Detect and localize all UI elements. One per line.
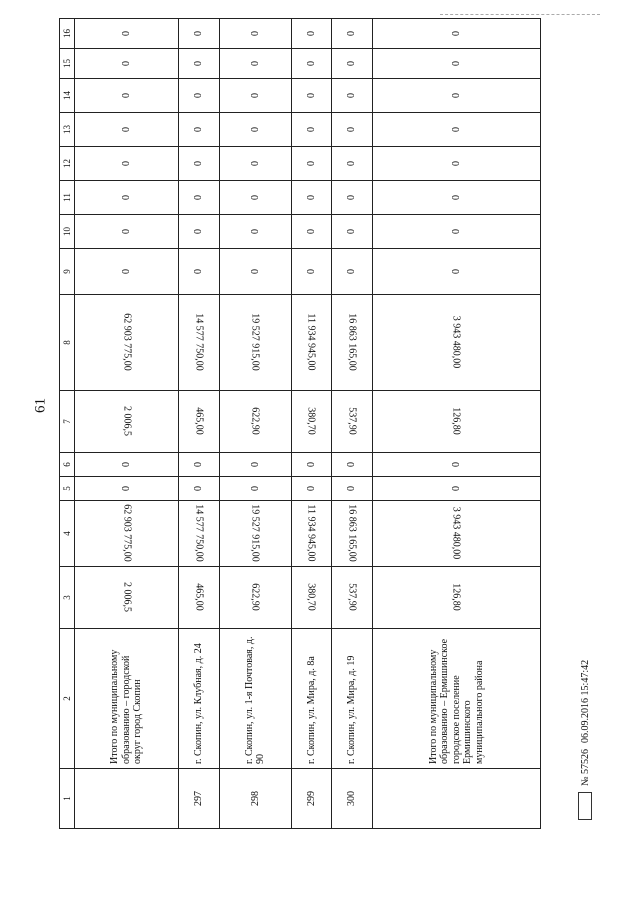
table-row <box>372 19 540 829</box>
value-cell: 622,90 <box>219 391 291 453</box>
value-cell: 126,80 <box>372 391 540 453</box>
zero-cell: 0 <box>179 79 219 113</box>
value-cell: 2 006,5 <box>75 567 179 629</box>
zero-cell: 0 <box>219 49 291 79</box>
row-number-cell: 300 <box>332 769 372 829</box>
table-row <box>75 19 179 829</box>
column-header: 11 <box>60 181 75 215</box>
row-number-cell: 298 <box>219 769 291 829</box>
address-cell: г. Скопин, ул. Мира, д. 19 <box>332 629 372 769</box>
table-row <box>219 19 291 829</box>
value-cell: 0 <box>291 477 331 501</box>
footer-stamp <box>578 660 592 820</box>
column-header: 13 <box>60 113 75 147</box>
zero-cell: 0 <box>75 19 179 49</box>
column-header: 4 <box>60 501 75 567</box>
zero-cell: 0 <box>75 113 179 147</box>
zero-cell: 0 <box>291 147 331 181</box>
zero-cell: 0 <box>291 19 331 49</box>
zero-cell: 0 <box>291 79 331 113</box>
row-number-cell: 297 <box>179 769 219 829</box>
value-cell: 2 006,5 <box>75 391 179 453</box>
column-header: 1 <box>60 769 75 829</box>
value-cell: 0 <box>179 477 219 501</box>
zero-cell: 0 <box>291 249 331 295</box>
zero-cell: 0 <box>332 147 372 181</box>
value-cell: 14 577 750,00 <box>179 501 219 567</box>
document-number: № 57526 <box>579 748 591 786</box>
zero-cell: 0 <box>75 79 179 113</box>
zero-cell: 0 <box>291 113 331 147</box>
value-cell: 126,80 <box>372 567 540 629</box>
value-cell: 0 <box>179 453 219 477</box>
page-number: 61 <box>32 398 49 413</box>
value-cell: 622,90 <box>219 567 291 629</box>
value-cell: 537,90 <box>332 391 372 453</box>
column-header: 8 <box>60 295 75 391</box>
value-cell: 0 <box>219 477 291 501</box>
rotated-table-container <box>59 19 541 829</box>
value-cell: 11 934 945,00 <box>291 295 331 391</box>
column-header: 15 <box>60 49 75 79</box>
value-cell: 0 <box>372 477 540 501</box>
value-cell: 380,70 <box>291 391 331 453</box>
value-cell: 465,00 <box>179 391 219 453</box>
zero-cell: 0 <box>372 215 540 249</box>
zero-cell: 0 <box>332 181 372 215</box>
value-cell: 537,90 <box>332 567 372 629</box>
zero-cell: 0 <box>372 49 540 79</box>
value-cell: 16 863 165,00 <box>332 501 372 567</box>
header-row <box>60 19 75 829</box>
zero-cell: 0 <box>372 19 540 49</box>
zero-cell: 0 <box>219 249 291 295</box>
top-rule <box>440 14 600 15</box>
value-cell: 0 <box>75 453 179 477</box>
table-row <box>291 19 331 829</box>
value-cell: 11 934 945,00 <box>291 501 331 567</box>
address-cell: г. Скопин, ул. Клубная, д. 24 <box>179 629 219 769</box>
column-header: 10 <box>60 215 75 249</box>
zero-cell: 0 <box>75 49 179 79</box>
row-number-cell <box>75 769 179 829</box>
zero-cell: 0 <box>291 181 331 215</box>
zero-cell: 0 <box>219 215 291 249</box>
data-table <box>59 18 541 829</box>
column-header: 7 <box>60 391 75 453</box>
value-cell: 19 527 915,00 <box>219 501 291 567</box>
zero-cell: 0 <box>372 113 540 147</box>
zero-cell: 0 <box>179 147 219 181</box>
value-cell: 0 <box>75 477 179 501</box>
notary-stamp-logo <box>578 792 592 820</box>
value-cell: 0 <box>291 453 331 477</box>
value-cell: 0 <box>372 453 540 477</box>
zero-cell: 0 <box>179 181 219 215</box>
zero-cell: 0 <box>291 49 331 79</box>
document-timestamp: 06.09.2016 15:47:42 <box>579 659 591 743</box>
value-cell: 3 943 480,00 <box>372 295 540 391</box>
value-cell: 380,70 <box>291 567 331 629</box>
zero-cell: 0 <box>219 113 291 147</box>
column-header: 12 <box>60 147 75 181</box>
zero-cell: 0 <box>219 19 291 49</box>
zero-cell: 0 <box>372 79 540 113</box>
value-cell: 0 <box>332 477 372 501</box>
value-cell: 3 943 480,00 <box>372 501 540 567</box>
table-row <box>332 19 372 829</box>
value-cell: 62 903 775,00 <box>75 501 179 567</box>
zero-cell: 0 <box>75 147 179 181</box>
address-cell: г. Скопин, ул. 1-я Почтовая, д. 90 <box>219 629 291 769</box>
zero-cell: 0 <box>219 147 291 181</box>
zero-cell: 0 <box>372 147 540 181</box>
value-cell: 465,00 <box>179 567 219 629</box>
value-cell: 16 863 165,00 <box>332 295 372 391</box>
address-cell: г. Скопин, ул. Мира, д. 8а <box>291 629 331 769</box>
zero-cell: 0 <box>372 249 540 295</box>
value-cell: 62 903 775,00 <box>75 295 179 391</box>
column-header: 16 <box>60 19 75 49</box>
zero-cell: 0 <box>332 249 372 295</box>
address-cell: Итого по муниципальному образованию – Ермишинское городское поселение Ермишинского муниципального района <box>372 629 540 769</box>
zero-cell: 0 <box>75 215 179 249</box>
zero-cell: 0 <box>179 249 219 295</box>
zero-cell: 0 <box>332 215 372 249</box>
column-header: 5 <box>60 477 75 501</box>
zero-cell: 0 <box>291 215 331 249</box>
value-cell: 14 577 750,00 <box>179 295 219 391</box>
zero-cell: 0 <box>179 49 219 79</box>
zero-cell: 0 <box>332 19 372 49</box>
zero-cell: 0 <box>332 49 372 79</box>
value-cell: 0 <box>332 453 372 477</box>
value-cell: 19 527 915,00 <box>219 295 291 391</box>
zero-cell: 0 <box>332 79 372 113</box>
zero-cell: 0 <box>179 113 219 147</box>
column-header: 14 <box>60 79 75 113</box>
zero-cell: 0 <box>332 113 372 147</box>
zero-cell: 0 <box>75 181 179 215</box>
row-number-cell: 299 <box>291 769 331 829</box>
zero-cell: 0 <box>219 79 291 113</box>
table-row <box>179 19 219 829</box>
zero-cell: 0 <box>75 249 179 295</box>
address-cell: Итого по муниципальному образованию – городской округ город Скопин <box>75 629 179 769</box>
table-body <box>75 19 541 829</box>
value-cell: 0 <box>219 453 291 477</box>
column-header: 9 <box>60 249 75 295</box>
row-number-cell <box>372 769 540 829</box>
column-header: 3 <box>60 567 75 629</box>
column-header: 6 <box>60 453 75 477</box>
zero-cell: 0 <box>219 181 291 215</box>
column-header: 2 <box>60 629 75 769</box>
zero-cell: 0 <box>372 181 540 215</box>
zero-cell: 0 <box>179 215 219 249</box>
zero-cell: 0 <box>179 19 219 49</box>
